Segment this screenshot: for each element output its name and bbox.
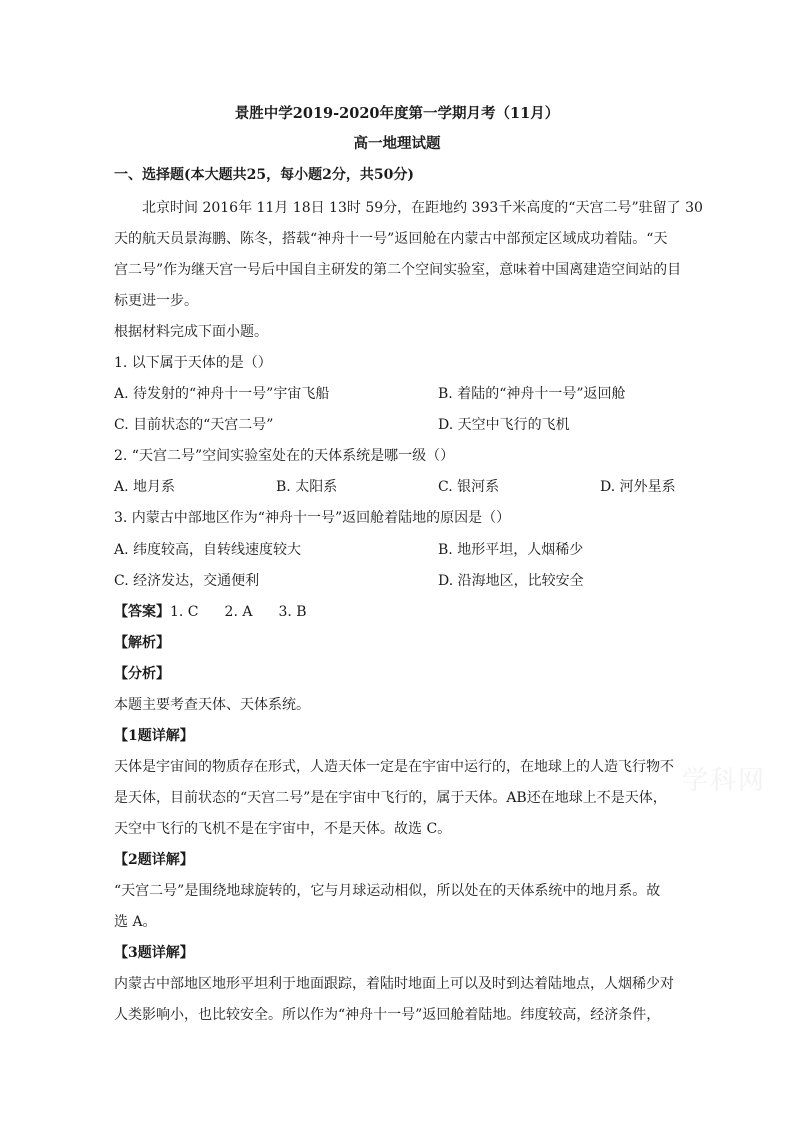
q2-detail-line: 选 A。 [114, 914, 157, 930]
fenxi-label: 【分析】 [114, 666, 170, 682]
exam-subtitle: 高一地理试题 [353, 135, 441, 152]
option-a: A. 纬度较高，自转线速度较大 [114, 542, 302, 558]
option-b: B. 太阳系 [276, 479, 338, 495]
option-a: A. 待发射的“神舟十一号”宇宙飞船 [114, 386, 330, 402]
analysis-label: 【解析】 [114, 635, 170, 651]
q2-detail-label: 【2题详解】 [114, 852, 194, 868]
material-line: 标更进一步。 [114, 293, 198, 309]
option-c: C. 经济发达，交通便利 [114, 573, 260, 589]
question-stem: 2. “天宫二号”空间实验室处在的天体系统是哪一级（） [114, 448, 455, 464]
material-instruction: 根据材料完成下面小题。 [114, 324, 268, 340]
answer-label: 【答案】 [114, 604, 170, 620]
option-b: B. 着陆的“神舟十一号”返回舱 [438, 386, 626, 402]
question-stem: 1. 以下属于天体的是（） [114, 355, 272, 371]
q1-detail-line: 天空中飞行的飞机不是在宇宙中，不是天体。故选 C。 [114, 821, 452, 837]
q1-detail-line: 是天体，目前状态的“天宫二号”是在宇宙中飞行的，属于天体。AB还在地球上不是天体， [114, 790, 667, 806]
q1-detail-label: 【1题详解】 [114, 728, 194, 744]
material-line: 天的航天员景海鹏、陈冬，搭载“神舟十一号”返回舱在内蒙古中部预定区域成功着陆。“天 [114, 231, 668, 247]
q3-detail-line: 内蒙古中部地区地形平坦利于地面跟踪，着陆时地面上可以及时到达着陆地点，人烟稀少对 [114, 976, 674, 992]
q1-detail-line: 天体是宇宙间的物质存在形式，人造天体一定是在宇宙中运行的，在地球上的人造飞行物不 [114, 759, 674, 775]
material-line: 宫二号”作为继天宫一号后中国自主研发的第二个空间实验室，意味着中国离建造空间站的目 [114, 262, 682, 278]
answer-item: 2. A [224, 604, 253, 620]
option-d: D. 沿海地区，比较安全 [438, 573, 584, 589]
faint-watermark: 学科网 [682, 766, 767, 796]
q3-detail-line: 人类影响小，也比较安全。所以作为“神舟十一号”返回舱着陆地。纬度较高，经济条件， [114, 1007, 661, 1023]
option-a: A. 地月系 [114, 479, 176, 495]
option-c: C. 目前状态的“天宫二号” [114, 417, 274, 433]
option-b: B. 地形平坦，人烟稀少 [438, 542, 584, 558]
q2-detail-line: “天宫二号”是围绕地球旋转的，它与月球运动相似，所以处在的天体系统中的地月系。故 [114, 883, 661, 899]
answer-line [114, 602, 333, 622]
option-c: C. 银河系 [438, 479, 500, 495]
q3-detail-label: 【3题详解】 [114, 945, 194, 961]
answer-item: 3. B [278, 604, 307, 620]
question-stem: 3. 内蒙古中部地区作为“神舟十一号”返回舱着陆地的原因是（） [114, 510, 511, 526]
exam-title: 景胜中学2019-2020年度第一学期月考（11月） [234, 105, 560, 122]
section-heading: 一、选择题(本大题共25，每小题2分，共50分) [114, 167, 414, 183]
option-d: D. 天空中飞行的飞机 [438, 417, 570, 433]
option-d: D. 河外星系 [600, 479, 676, 495]
material-line: 北京时间 2016年 11月 18日 13时 59分，在距地约 393千米高度的“天宫二号”驻留了 30 [142, 200, 703, 216]
analysis-summary: 本题主要考查天体、天体系统。 [114, 697, 310, 713]
answer-item: 1. C [170, 604, 199, 620]
